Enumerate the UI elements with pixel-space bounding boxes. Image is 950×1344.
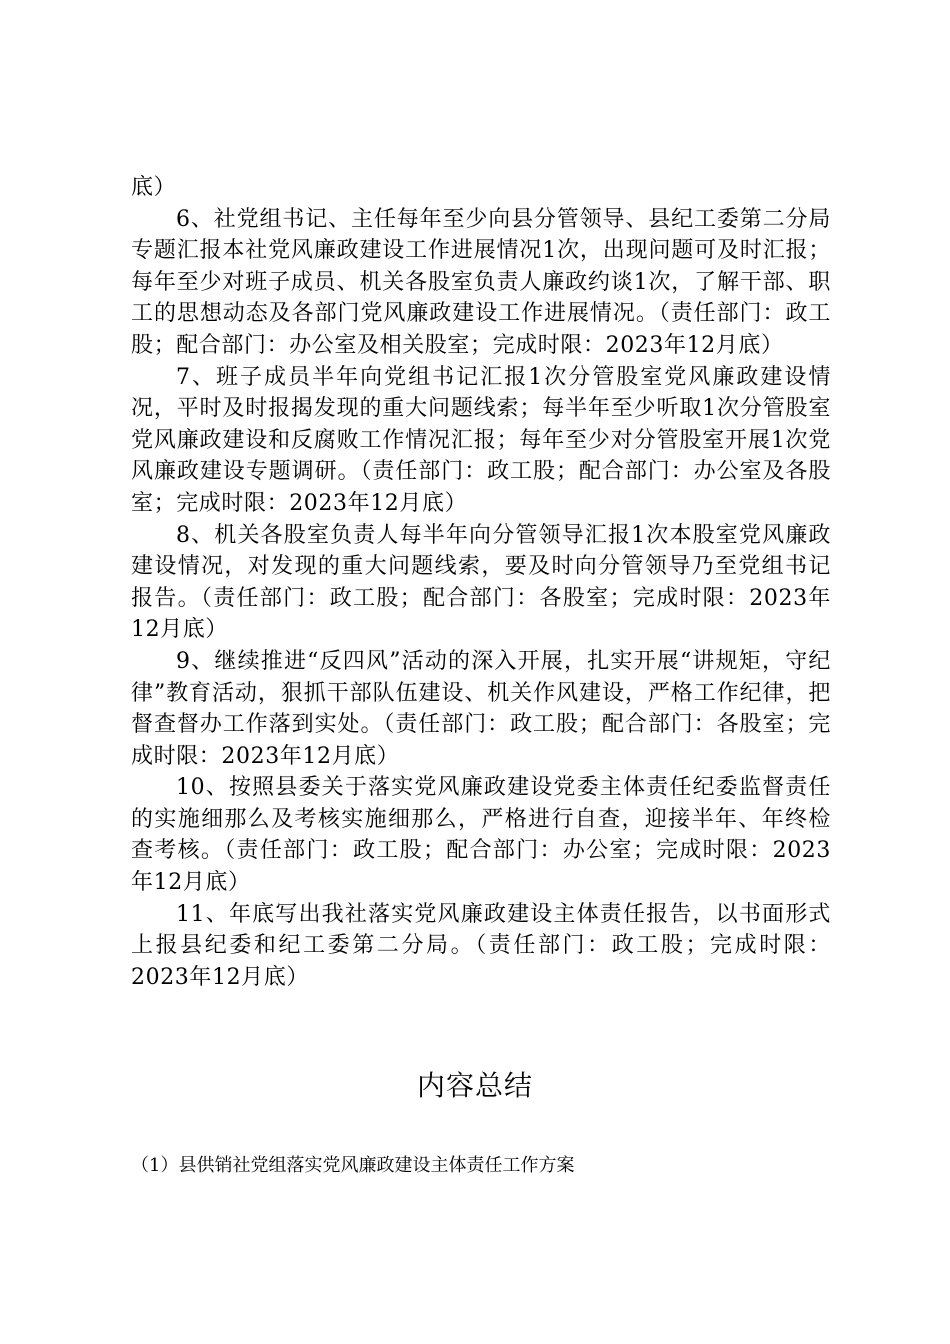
paragraph-continuation: 底） — [131, 175, 177, 200]
document-body — [131, 172, 831, 993]
summary-item: （1）县供销社党组落实党风廉政建设主体责任工作方案 — [131, 1155, 575, 1176]
paragraph-item-6: 6、社党组书记、主任每年至少向县分管领导、县纪工委第二分局专题汇报本社党风廉政建设工作进展情况1次，出现问题可及时汇报；每年至少对班子成员、机关各股室负责人廉政约谈1次，了解干部、职工的思想动态及各部门党风廉政建设工作进展情况。（责任部门：政工股；配合部门：办公室及相关股室；完成时限：2023年12月底） — [131, 206, 831, 358]
paragraph-item-10: 10、按照县委关于落实党风廉政建设党委主体责任纪委监督责任的实施细那么及考核实施细那么，严格进行自查，迎接半年、年终检查考核。（责任部门：政工股；配合部门：办公室；完成时限：2023年12月底） — [131, 775, 831, 896]
paragraph-item-7: 7、班子成员半年向党组书记汇报1次分管股室党风廉政建设情况，平时及时报揭发现的重大问题线索；每半年至少听取1次分管股室党风廉政建设和反腐败工作情况汇报；每年至少对分管股室开展1次党风廉政建设专题调研。（责任部门：政工股；配合部门：办公室及各股室；完成时限：2023年12月底） — [131, 364, 831, 516]
paragraph-item-9: 9、继续推进“反四风”活动的深入开展，扎实开展“讲规矩，守纪律”教育活动，狠抓干部队伍建设、机关作风建设，严格工作纪律，把督查督办工作落到实处。（责任部门：政工股；配合部门：各股室；完成时限：2023年12月底） — [131, 648, 831, 769]
paragraph-item-8: 8、机关各股室负责人每半年向分管领导汇报1次本股室党风廉政建设情况，对发现的重大问题线索，要及时向分管领导乃至党组书记报告。（责任部门：政工股；配合部门：各股室；完成时限：2023年12月底） — [131, 522, 831, 643]
summary-heading: 内容总结 — [416, 1069, 533, 1102]
paragraph-item-11: 11、年底写出我社落实党风廉政建设主体责任报告，以书面形式上报县纪委和纪工委第二分局。（责任部门：政工股；完成时限：2023年12月底） — [131, 901, 831, 990]
